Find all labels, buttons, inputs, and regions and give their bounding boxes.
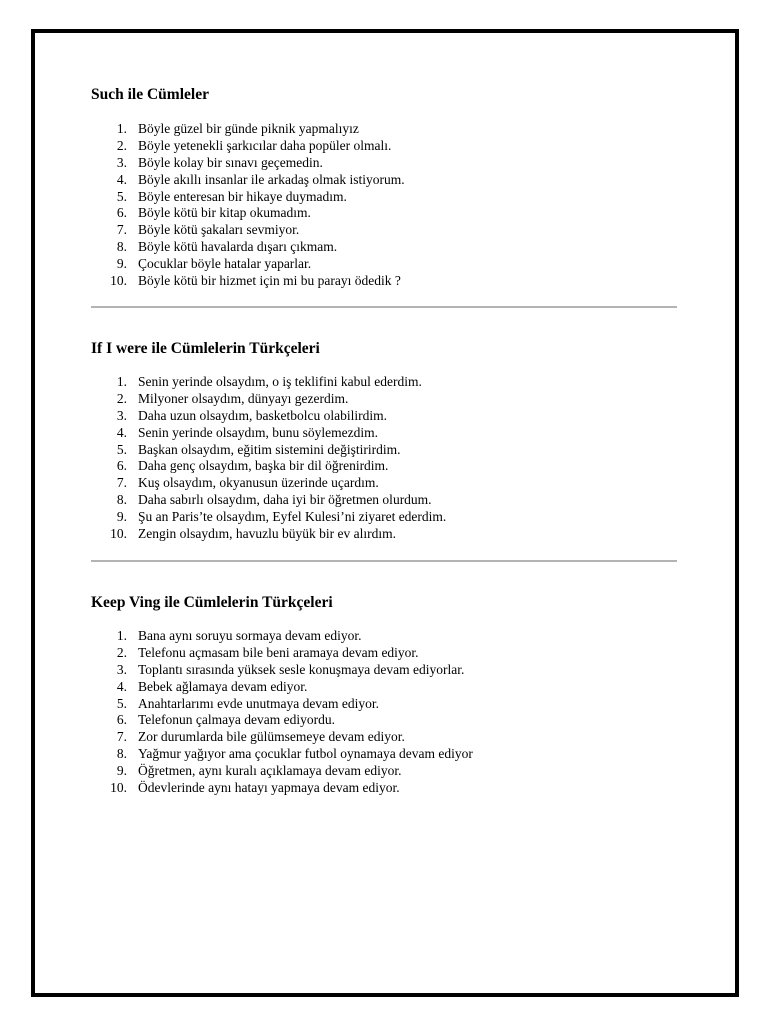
- list-item-text: Böyle kötü havalarda dışarı çıkmam.: [138, 239, 338, 255]
- section-title-if-i-were: If I were ile Cümlelerin Türkçeleri: [91, 340, 320, 357]
- list-item-number: 1.: [116, 374, 127, 389]
- list-item-number: 6.: [116, 712, 127, 728]
- list-item-text: Zor durumlarda bile gülümsemeye devam ediyor.: [138, 729, 405, 745]
- list-item-number: 2.: [116, 390, 127, 406]
- list-item-number: 10.: [110, 526, 127, 542]
- list-item-text: Böyle yetenekli şarkıcılar daha popüler olmalı.: [138, 137, 392, 153]
- list-item-text: Daha uzun olsaydım, basketbolcu olabilirdim.: [138, 407, 387, 423]
- list-item-number: 3.: [116, 661, 127, 677]
- list-item-number: 2.: [116, 137, 127, 153]
- list-item-number: 8.: [116, 492, 127, 508]
- list-item-text: Ödevlerinde aynı hatayı yapmaya devam ediyor.: [138, 780, 400, 796]
- list-item-text: Yağmur yağıyor ama çocuklar futbol oynamaya devam ediyor: [138, 746, 473, 762]
- list-item-number: 1.: [116, 628, 127, 643]
- list-item-number: 9.: [116, 256, 127, 272]
- list-item-text: Böyle enteresan bir hikaye duymadım.: [138, 188, 347, 204]
- list-item-text: Telefonun çalmaya devam ediyordu.: [138, 712, 335, 728]
- list-item-text: Senin yerinde olsaydım, bunu söylemezdim.: [138, 424, 378, 440]
- list-item-text: Böyle güzel bir günde piknik yapmalıyız: [138, 121, 359, 136]
- list-item-number: 7.: [116, 475, 127, 491]
- list-item-text: Çocuklar böyle hatalar yaparlar.: [138, 256, 312, 272]
- list-item-number: 10.: [110, 780, 127, 796]
- list-item-number: 5.: [116, 695, 127, 711]
- list-item-text: Daha sabırlı olsaydım, daha iyi bir öğretmen olurdum.: [138, 492, 432, 508]
- list-item-text: Kuş olsaydım, okyanusun üzerinde uçardım.: [138, 475, 379, 491]
- list-item-text: Öğretmen, aynı kuralı açıklamaya devam ediyor.: [138, 763, 402, 779]
- list-item-text: Senin yerinde olsaydım, o iş teklifini kabul ederdim.: [138, 374, 422, 389]
- section-divider: [91, 560, 677, 562]
- list-item-number: 7.: [116, 729, 127, 745]
- list-item-number: 6.: [116, 458, 127, 474]
- list-item-text: Böyle kötü şakaları sevmiyor.: [138, 222, 300, 238]
- list-item-text: Bana aynı soruyu sormaya devam ediyor.: [138, 628, 362, 643]
- list-item-number: 9.: [116, 509, 127, 525]
- list-item-text: Böyle kötü bir hizmet için mi bu parayı ödedik ?: [138, 273, 401, 289]
- list-item-text: Başkan olsaydım, eğitim sistemini değiştirirdim.: [138, 441, 401, 457]
- list-item-number: 4.: [116, 424, 127, 440]
- list-item-number: 8.: [116, 746, 127, 762]
- list-item-text: Milyoner olsaydım, dünyayı gezerdim.: [138, 390, 349, 406]
- list-item-text: Şu an Paris’te olsaydım, Eyfel Kulesi’ni ziyaret ederdim.: [138, 509, 447, 525]
- list-item-number: 4.: [116, 171, 127, 187]
- list-item-text: Böyle kolay bir sınavı geçemedin.: [138, 154, 323, 170]
- list-item-text: Zengin olsaydım, havuzlu büyük bir ev alırdım.: [138, 526, 396, 542]
- list-item-text: Telefonu açmasam bile beni aramaya devam ediyor.: [138, 644, 419, 660]
- list-item-number: 10.: [110, 273, 127, 289]
- list-item-number: 2.: [116, 644, 127, 660]
- list-item-number: 3.: [116, 154, 127, 170]
- list-item-number: 3.: [116, 407, 127, 423]
- list-item-number: 9.: [116, 763, 127, 779]
- list-item-number: 7.: [116, 222, 127, 238]
- list-item-text: Anahtarlarımı evde unutmaya devam ediyor.: [138, 695, 380, 711]
- section-divider: [91, 306, 677, 308]
- section-title-keep-ving: Keep Ving ile Cümlelerin Türkçeleri: [91, 594, 333, 611]
- list-item-number: 4.: [116, 678, 127, 694]
- list-item-text: Bebek ağlamaya devam ediyor.: [138, 678, 308, 694]
- list-item-number: 5.: [116, 441, 127, 457]
- list-item-text: Toplantı sırasında yüksek sesle konuşmaya devam ediyorlar.: [138, 661, 465, 677]
- list-item-number: 8.: [116, 239, 127, 255]
- list-item-number: 6.: [116, 205, 127, 221]
- list-item-text: Daha genç olsaydım, başka bir dil öğrenirdim.: [138, 458, 389, 474]
- list-item-number: 1.: [116, 121, 127, 136]
- list-item-text: Böyle kötü bir kitap okumadım.: [138, 205, 311, 221]
- list-item-number: 5.: [116, 188, 127, 204]
- list-item-text: Böyle akıllı insanlar ile arkadaş olmak istiyorum.: [138, 171, 405, 187]
- section-title-such: Such ile Cümleler: [91, 86, 209, 103]
